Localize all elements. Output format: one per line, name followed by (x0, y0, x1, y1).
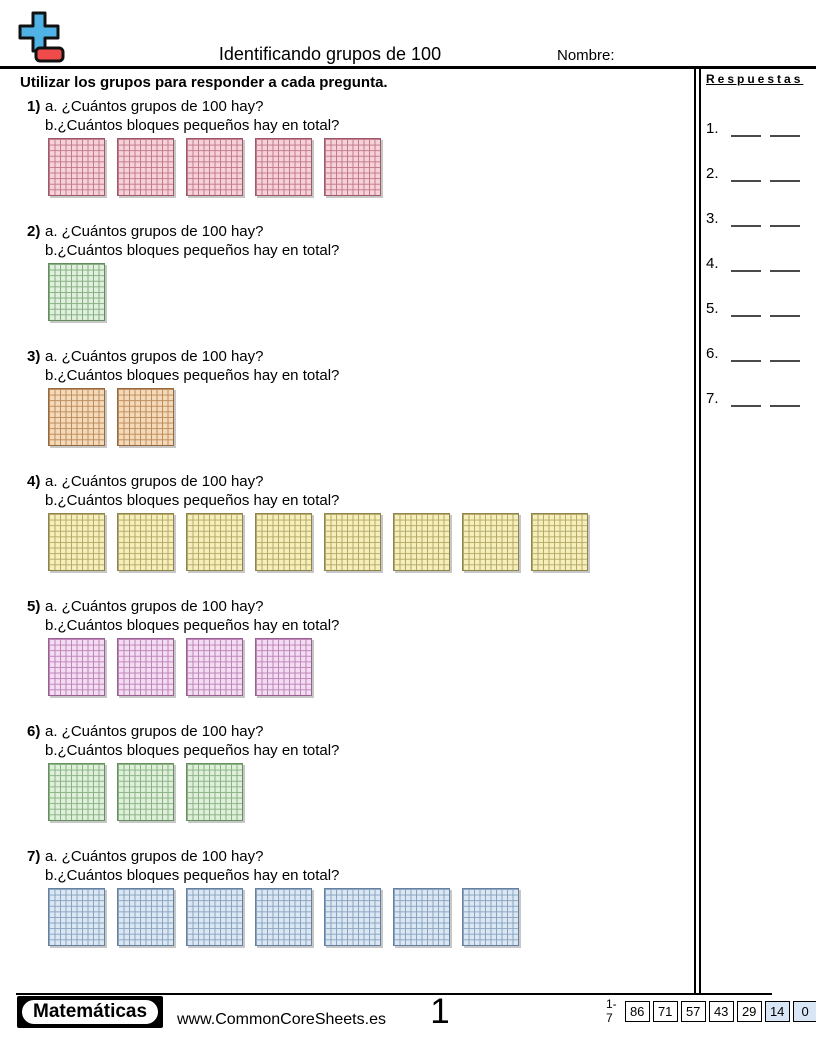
question-part-b: b.¿Cuántos bloques pequeños hay en total? (45, 367, 340, 384)
score-range-label: 1-7 (606, 997, 617, 1025)
question-text (20, 472, 688, 510)
answer-number: 1. (706, 120, 719, 137)
answer-number: 5. (706, 300, 719, 317)
question-part-b: b.¿Cuántos bloques pequeños hay en total? (45, 742, 340, 759)
score-cells (625, 1001, 816, 1022)
answer-blank[interactable] (731, 298, 761, 317)
website-url: www.CommonCoreSheets.es (177, 1011, 386, 1028)
question (20, 847, 688, 946)
answer-row (706, 158, 816, 182)
answer-blank[interactable] (770, 118, 800, 137)
answer-row (706, 338, 816, 362)
answer-blank[interactable] (770, 298, 800, 317)
question-lines (45, 722, 339, 760)
question-part-a: a. ¿Cuántos grupos de 100 hay? (45, 223, 264, 240)
question-number: 1) (27, 98, 41, 115)
question-lines (45, 847, 339, 885)
question (20, 347, 688, 446)
question-part-b: b.¿Cuántos bloques pequeños hay en total? (45, 617, 340, 634)
score-cell: 0 (793, 1001, 816, 1022)
answer-blank[interactable] (770, 208, 800, 227)
question-part-a: a. ¿Cuántos grupos de 100 hay? (45, 473, 264, 490)
question (20, 222, 688, 321)
hundred-block (393, 888, 450, 946)
answers-panel (706, 72, 816, 428)
question-number: 5) (27, 598, 41, 615)
hundred-block (462, 888, 519, 946)
question (20, 722, 688, 821)
question-number: 6) (27, 723, 41, 740)
answer-blank[interactable] (770, 343, 800, 362)
hundred-block (117, 138, 174, 196)
instructions: Utilizar los grupos para responder a cada pregunta. (20, 74, 388, 91)
hundred-block (48, 513, 105, 571)
hundred-block (186, 638, 243, 696)
hundred-block (462, 513, 519, 571)
answer-blank[interactable] (731, 163, 761, 182)
question-part-b: b.¿Cuántos bloques pequeños hay en total? (45, 117, 340, 134)
hundred-block (255, 138, 312, 196)
answer-blank[interactable] (770, 163, 800, 182)
block-row (48, 263, 688, 321)
score-cell: 29 (737, 1001, 762, 1022)
hundred-block (117, 888, 174, 946)
answer-row (706, 203, 816, 227)
score-cell: 86 (625, 1001, 650, 1022)
score-cell: 43 (709, 1001, 734, 1022)
hundred-block (48, 763, 105, 821)
footer-divider (16, 993, 772, 995)
hundred-block (117, 763, 174, 821)
answer-row (706, 293, 816, 317)
question-part-b: b.¿Cuántos bloques pequeños hay en total? (45, 242, 340, 259)
question-number: 3) (27, 348, 41, 365)
question (20, 97, 688, 196)
page-title: Identificando grupos de 100 (218, 44, 442, 64)
question-part-a: a. ¿Cuántos grupos de 100 hay? (45, 848, 264, 865)
hundred-block (186, 138, 243, 196)
subject-badge (17, 996, 163, 1028)
hundred-block (48, 388, 105, 446)
answer-blank[interactable] (770, 388, 800, 407)
question-part-b: b.¿Cuántos bloques pequeños hay en total? (45, 492, 340, 509)
question-number: 7) (27, 848, 41, 865)
hundred-block (117, 388, 174, 446)
block-row (48, 138, 688, 196)
hundred-block (324, 513, 381, 571)
score-cell: 14 (765, 1001, 790, 1022)
question-text (20, 597, 688, 635)
block-row (48, 763, 688, 821)
answer-blank[interactable] (731, 208, 761, 227)
hundred-block (186, 888, 243, 946)
page-number: 1 (430, 992, 450, 1031)
subject-badge-label: Matemáticas (22, 1000, 158, 1024)
answer-row (706, 248, 816, 272)
hundred-block (531, 513, 588, 571)
hundred-block (186, 763, 243, 821)
hundred-block (324, 138, 381, 196)
score-table (606, 997, 816, 1025)
questions (20, 97, 688, 972)
question-lines (45, 597, 339, 635)
question-lines (45, 347, 339, 385)
block-row (48, 888, 688, 946)
hundred-block (324, 888, 381, 946)
hundred-block (186, 513, 243, 571)
answer-number: 7. (706, 390, 719, 407)
question-lines (45, 97, 339, 135)
question-lines (45, 472, 339, 510)
question-part-a: a. ¿Cuántos grupos de 100 hay? (45, 598, 264, 615)
answers-title: Respuestas (706, 72, 804, 86)
block-row (48, 388, 688, 446)
question (20, 472, 688, 571)
answer-row (706, 383, 816, 407)
answer-blank[interactable] (731, 118, 761, 137)
question-text (20, 97, 688, 135)
question-text (20, 222, 688, 260)
question-text (20, 347, 688, 385)
score-cell: 71 (653, 1001, 678, 1022)
answer-blank[interactable] (731, 253, 761, 272)
block-row (48, 638, 688, 696)
question-part-b: b.¿Cuántos bloques pequeños hay en total? (45, 867, 340, 884)
hundred-block (393, 513, 450, 571)
hundred-block (255, 638, 312, 696)
question-part-a: a. ¿Cuántos grupos de 100 hay? (45, 348, 264, 365)
hundred-block (48, 888, 105, 946)
answers-list (706, 113, 816, 407)
hundred-block (117, 513, 174, 571)
question-number: 2) (27, 223, 41, 240)
hundred-block (255, 513, 312, 571)
question-part-a: a. ¿Cuántos grupos de 100 hay? (45, 723, 264, 740)
answer-number: 2. (706, 165, 719, 182)
hundred-block (48, 638, 105, 696)
sidebar-divider (694, 66, 701, 993)
question-text (20, 722, 688, 760)
hundred-block (48, 263, 105, 321)
hundred-block (255, 888, 312, 946)
question-text (20, 847, 688, 885)
score-cell: 57 (681, 1001, 706, 1022)
answer-blank[interactable] (731, 388, 761, 407)
answer-blank[interactable] (770, 253, 800, 272)
name-label: Nombre: (557, 47, 615, 64)
question-number: 4) (27, 473, 41, 490)
answer-number: 3. (706, 210, 719, 227)
block-row (48, 513, 688, 571)
question (20, 597, 688, 696)
hundred-block (48, 138, 105, 196)
answer-blank[interactable] (731, 343, 761, 362)
answer-number: 4. (706, 255, 719, 272)
question-lines (45, 222, 339, 260)
answer-number: 6. (706, 345, 719, 362)
question-part-a: a. ¿Cuántos grupos de 100 hay? (45, 98, 264, 115)
hundred-block (117, 638, 174, 696)
answer-row (706, 113, 816, 137)
